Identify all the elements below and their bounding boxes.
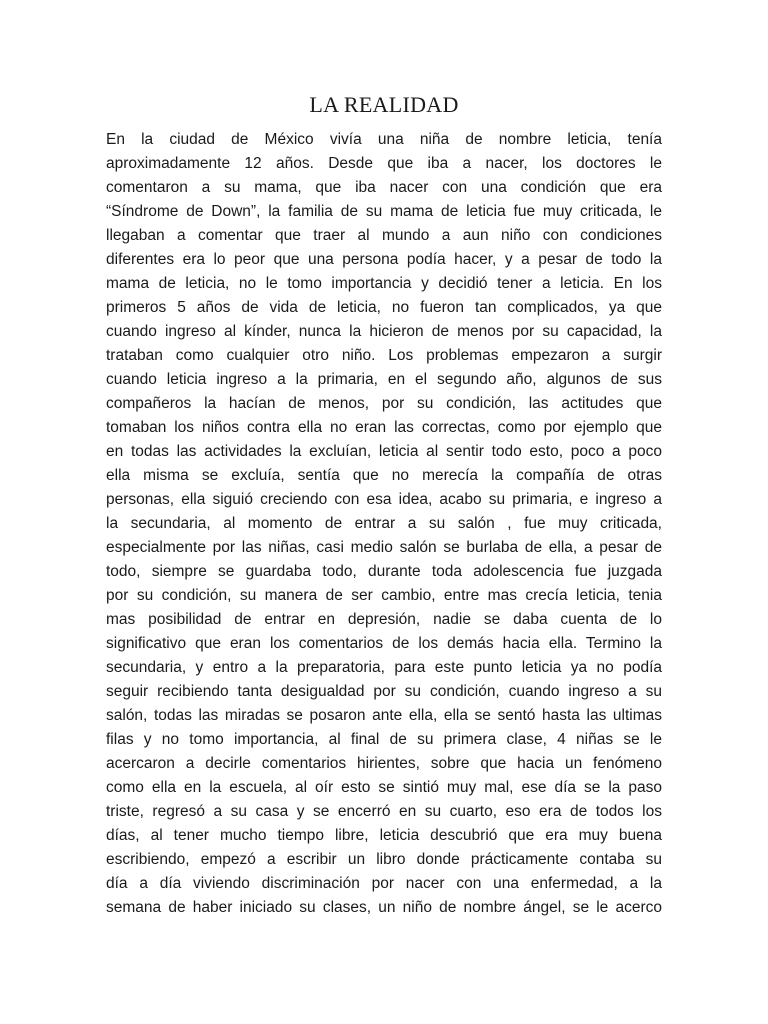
body-line: como ella en la escuela, al oír esto se sintió muy mal, ese día se la paso xyxy=(106,779,662,796)
body-line: especialmente por las niñas, casi medio salón se burlaba de ella, a pesar de xyxy=(106,539,662,556)
body-line: significativo que eran los comentarios de los demás hacia ella. Termino la xyxy=(106,635,662,652)
document-body xyxy=(106,128,662,920)
body-line: todo, siempre se guardaba todo, durante toda adolescencia fue juzgada xyxy=(106,563,662,580)
body-line: En la ciudad de México vivía una niña de nombre leticia, tenía xyxy=(106,131,662,148)
body-line: mas posibilidad de entrar en depresión, nadie se daba cuenta de lo xyxy=(106,611,662,628)
body-line: “Síndrome de Down”, la familia de su mama de leticia fue muy criticada, le xyxy=(106,203,662,220)
body-line: diferentes era lo peor que una persona podía hacer, y a pesar de todo la xyxy=(106,251,662,268)
body-line: cuando leticia ingreso a la primaria, en el segundo año, algunos de sus xyxy=(106,371,662,388)
body-line: por su condición, su manera de ser cambio, entre mas crecía leticia, tenia xyxy=(106,587,662,604)
body-line: aproximadamente 12 años. Desde que iba a nacer, los doctores le xyxy=(106,155,662,172)
body-line: trataban como cualquier otro niño. Los problemas empezaron a surgir xyxy=(106,347,662,364)
body-line: secundaria, y entro a la preparatoria, para este punto leticia ya no podía xyxy=(106,659,662,676)
body-line: acercaron a decirle comentarios hirientes, sobre que hacia un fenómeno xyxy=(106,755,662,772)
body-line: triste, regresó a su casa y se encerró en su cuarto, eso era de todos los xyxy=(106,803,662,820)
body-line: la secundaria, al momento de entrar a su salón , fue muy criticada, xyxy=(106,515,662,532)
body-line: personas, ella siguió creciendo con esa idea, acabo su primaria, e ingreso a xyxy=(106,491,662,508)
body-line: días, al tener mucho tiempo libre, leticia descubrió que era muy buena xyxy=(106,827,662,844)
body-line: compañeros la hacían de menos, por su condición, las actitudes que xyxy=(106,395,662,412)
body-line: en todas las actividades la excluían, leticia al sentir todo esto, poco a poco xyxy=(106,443,662,460)
body-line: semana de haber iniciado su clases, un niño de nombre ángel, se le acerco xyxy=(106,899,662,916)
body-line: escribiendo, empezó a escribir un libro donde prácticamente contaba su xyxy=(106,851,662,868)
body-line: tomaban los niños contra ella no eran las correctas, como por ejemplo que xyxy=(106,419,662,436)
body-line: seguir recibiendo tanta desigualdad por su condición, cuando ingreso a su xyxy=(106,683,662,700)
body-line: día a día viviendo discriminación por nacer con una enfermedad, a la xyxy=(106,875,662,892)
body-line: salón, todas las miradas se posaron ante ella, ella se sentó hasta las ultimas xyxy=(106,707,662,724)
document-title: LA REALIDAD xyxy=(309,92,459,117)
body-line: primeros 5 años de vida de leticia, no fueron tan complicados, ya que xyxy=(106,299,662,316)
body-line: ella misma se excluía, sentía que no merecía la compañía de otras xyxy=(106,467,662,484)
body-line: filas y no tomo importancia, al final de su primera clase, 4 niñas se le xyxy=(106,731,662,748)
body-line: cuando ingreso al kínder, nunca la hicieron de menos por su capacidad, la xyxy=(106,323,662,340)
body-line: mama de leticia, no le tomo importancia y decidió tener a leticia. En los xyxy=(106,275,662,292)
body-line: llegaban a comentar que traer al mundo a aun niño con condiciones xyxy=(106,227,662,244)
body-line: comentaron a su mama, que iba nacer con una condición que era xyxy=(106,179,662,196)
